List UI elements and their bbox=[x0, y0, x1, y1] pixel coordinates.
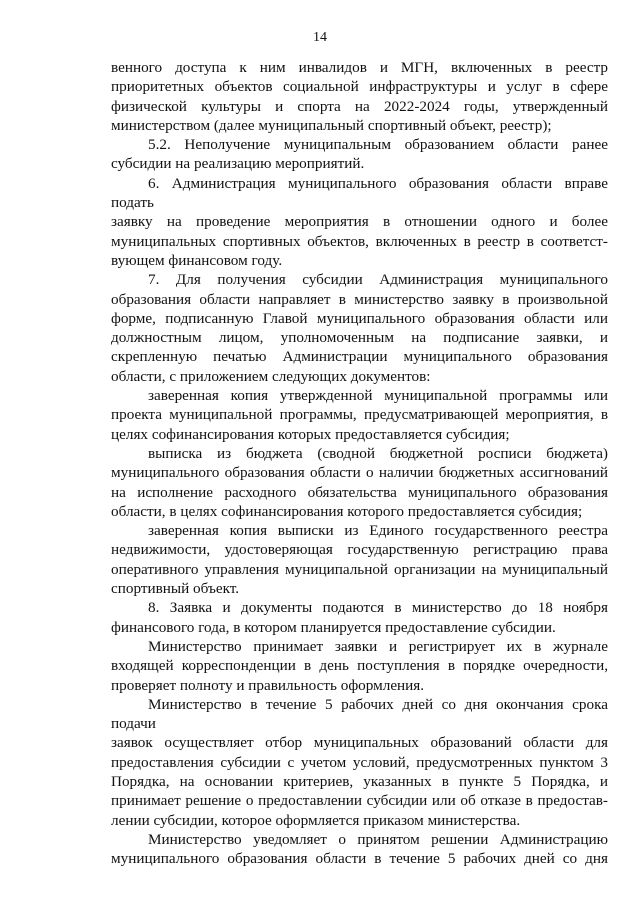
paragraph-line: предоставления субсидии с учетом условий, предусмотренных пунктом 3 bbox=[111, 753, 608, 771]
paragraph-line: Порядка, на основании критериев, указанных в пункте 5 Порядка, и bbox=[111, 772, 608, 790]
paragraph-line: венного доступа к ним инвалидов и МГН, включенных в реестр bbox=[111, 59, 608, 76]
page-number: 14 bbox=[313, 30, 327, 45]
paragraph-line: заявок осуществляет отбор муниципальных образований области для bbox=[111, 734, 608, 752]
paragraph-line: 6. Администрация муниципального образования области вправе подать bbox=[111, 174, 608, 212]
paragraph-line: заверенная копия утвержденной муниципальной программы или bbox=[148, 387, 608, 405]
paragraph-line: должностным лицом, уполномоченным на подписание заявки, и bbox=[111, 329, 608, 347]
paragraph-line: муниципального образования области о наличии бюджетных ассигнований bbox=[111, 464, 608, 482]
paragraph-line: недвижимости, удостоверяющая государственную регистрацию права bbox=[111, 541, 608, 559]
paragraph-line: спортивный объект. bbox=[111, 580, 240, 598]
paragraph-line: на исполнение расходного обязательства муниципального образования bbox=[111, 483, 608, 501]
paragraph-line: 5.2. Неполучение муниципальным образованием области ранее bbox=[148, 136, 608, 154]
paragraph-line: вующем финансовом году. bbox=[111, 251, 283, 269]
paragraph-line: муниципального образования области в течение 5 рабочих дней со дня bbox=[111, 850, 608, 868]
paragraph-line: субсидии на реализацию мероприятий. bbox=[111, 155, 365, 173]
paragraph-line: физической культуры и спорта на 2022-2024 годы, утвержденный bbox=[111, 97, 608, 115]
paragraph-line: приоритетных объектов социальной инфраструктуры и услуг в сфере bbox=[111, 78, 608, 96]
paragraph-line: лении субсидии, которое оформляется приказом министерства. bbox=[111, 811, 521, 829]
paragraph-line: целях софинансирования которых предоставляется субсидия; bbox=[111, 425, 510, 443]
paragraph-line: Министерство уведомляет о принятом решении Администрацию bbox=[148, 830, 608, 848]
paragraph-line: 8. Заявка и документы подаются в министерство до 18 ноября bbox=[148, 599, 608, 617]
paragraph-line: министерством (далее муниципальный спортивный объект, реестр); bbox=[111, 116, 552, 134]
paragraph-line: Министерство в течение 5 рабочих дней со дня окончания срока подачи bbox=[111, 695, 608, 733]
paragraph-line: выписка из бюджета (сводной бюджетной росписи бюджета) bbox=[148, 444, 608, 462]
paragraph-line: скрепленную печатью Администрации муниципального образования bbox=[111, 348, 608, 366]
paragraph-line: 7. Для получения субсидии Администрация муниципального bbox=[148, 271, 608, 289]
paragraph-line: заверенная копия выписки из Единого государственного реестра bbox=[148, 522, 608, 540]
paragraph-line: образования области направляет в министерство заявку в произвольной bbox=[111, 290, 608, 308]
paragraph-line: Министерство принимает заявки и регистрирует их в журнале bbox=[148, 637, 608, 655]
paragraph-line: оперативного управления муниципальной организации на муниципальный bbox=[111, 560, 608, 578]
paragraph-line: форме, подписанную Главой муниципального образования области или bbox=[111, 309, 608, 327]
paragraph-line: заявку на проведение мероприятия в отношении одного и более bbox=[111, 213, 608, 231]
paragraph-line: муниципальных спортивных объектов, включенных в реестр в соответст- bbox=[111, 232, 608, 250]
paragraph-line: финансового года, в котором планируется предоставление субсидии. bbox=[111, 618, 556, 636]
paragraph-line: области, в целях софинансирования которого предоставляется субсидия; bbox=[111, 502, 583, 520]
paragraph-line: области, с приложением следующих документов: bbox=[111, 367, 431, 385]
paragraph-line: принимает решение о предоставлении субсидии или об отказе в предостав- bbox=[111, 792, 608, 810]
paragraph-line: входящей корреспонденции в день поступления в порядке очередности, bbox=[111, 657, 608, 675]
paragraph-line: проверяет полноту и правильность оформления. bbox=[111, 676, 425, 694]
paragraph-line: проекта муниципальной программы, предусматривающей мероприятия, в bbox=[111, 406, 608, 424]
document-body bbox=[111, 58, 608, 868]
